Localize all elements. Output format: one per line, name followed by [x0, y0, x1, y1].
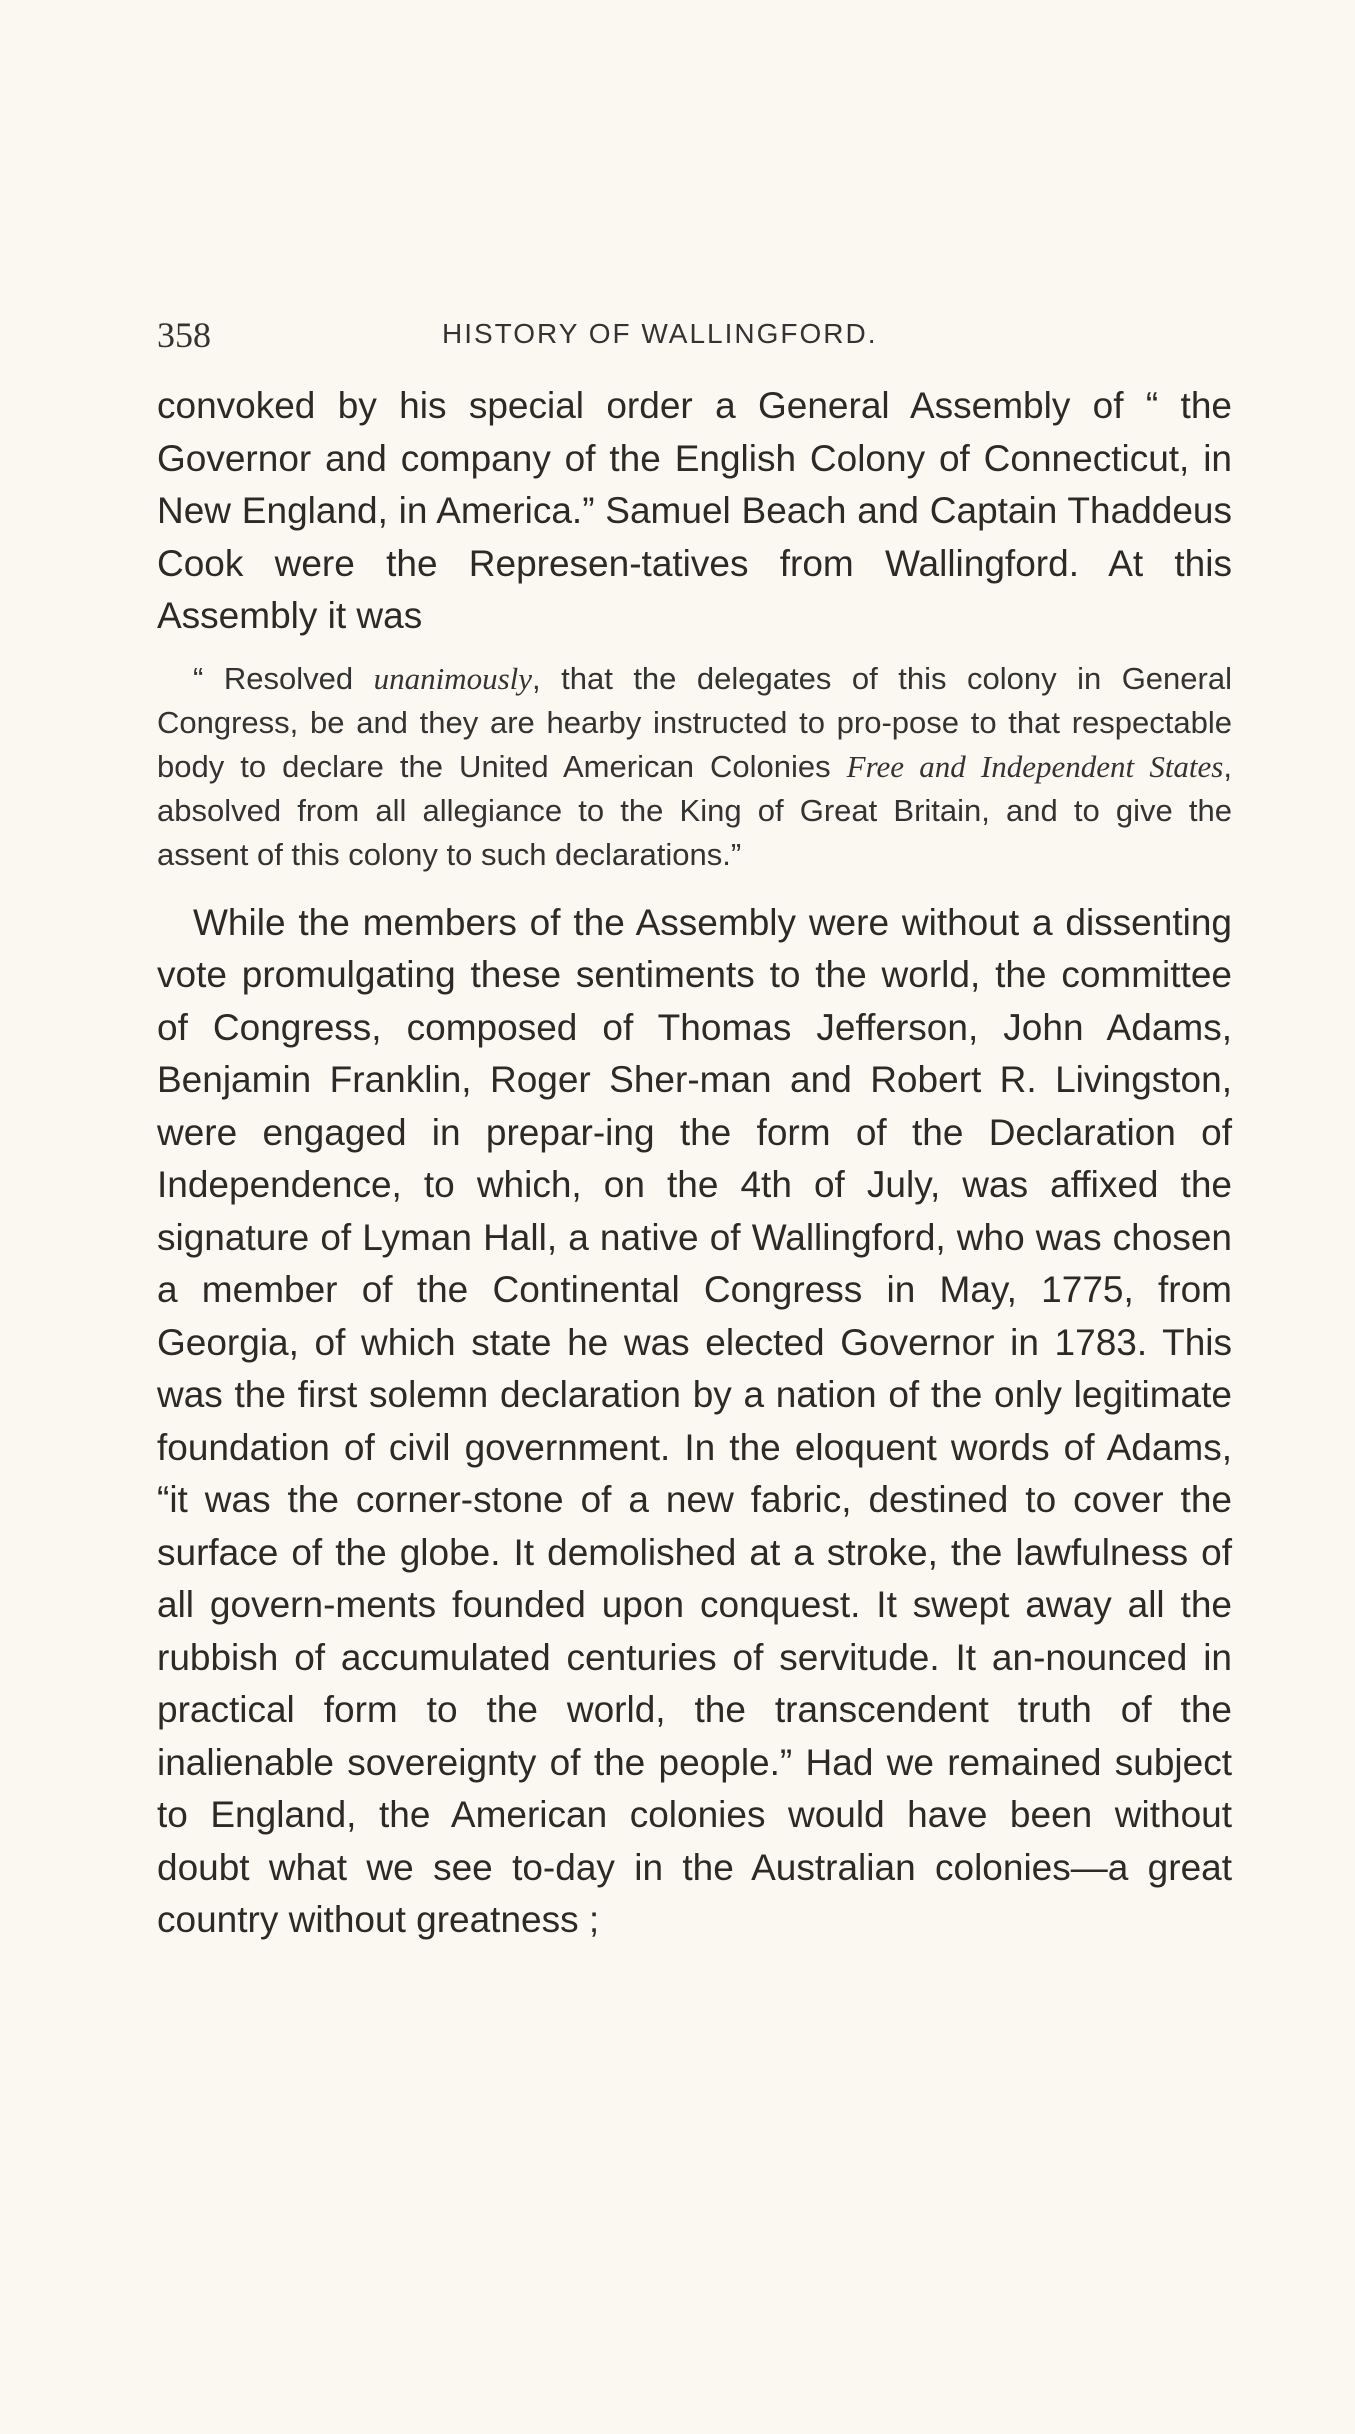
paragraph-declaration: While the members of the Assembly were without a dissenting vote promulgating these sentiments to the world, the committee of Congress, composed of Thomas Jefferson, John Adams, Benjamin Franklin, Roger Sher-man and Robert R. Livingston, were engaged in prepar-ing the form of the Declaration of Independence, to which, on the 4th of July, was affixed the signature of Lyman Hall, a native of Wallingford, who was chosen a member of the Continental Congress in May, 1775, from Georgia, of which state he was elected Governor in 1783. This was the first solemn declaration by a nation of the only legitimate foundation of civil government. In the eloquent words of Adams, “it was the corner-stone of a new fabric, destined to cover the surface of the globe. It demolished at a stroke, the lawfulness of all govern-ments founded upon conquest. It swept away all the rubbish of accumulated centuries of servitude. It an-nounced in practical form to the world, the transcendent truth of the inalienable sovereignty of the people.” Had we remained subject to England, the American colonies would have been without doubt what we see to-day in the Australian colonies—a great country without greatness ;	[157, 901, 1232, 1940]
page-content	[157, 300, 1232, 1947]
quote-text: , that the delegates of this colony in General Congress, be and they are hearby instructed to pro-pose to that respectable body to declare the United American Colonies	[157, 660, 1232, 784]
running-head	[157, 300, 1232, 360]
paragraph-assembly: convoked by his special order a General Assembly of “ the Governor and company of the English Colony of Connecticut, in New England, in America.” Samuel Beach and Captain Thaddeus Cook were the Represen-tatives from Wallingford. At this Assembly it was	[157, 385, 1232, 636]
page-number: 358	[157, 315, 211, 355]
quote-text: “ Resolved	[193, 660, 374, 696]
quote-text: , absolved from all allegiance to the King of Great Britain, and to give the assent of this colony to such declarations.”	[157, 748, 1232, 872]
quote-italic-unanimously: unanimously	[373, 660, 532, 696]
quote-italic-free-states: Free and Independent States	[846, 748, 1224, 784]
running-title: HISTORY OF WALLINGFORD.	[442, 318, 878, 349]
resolution-quote	[157, 657, 1232, 877]
